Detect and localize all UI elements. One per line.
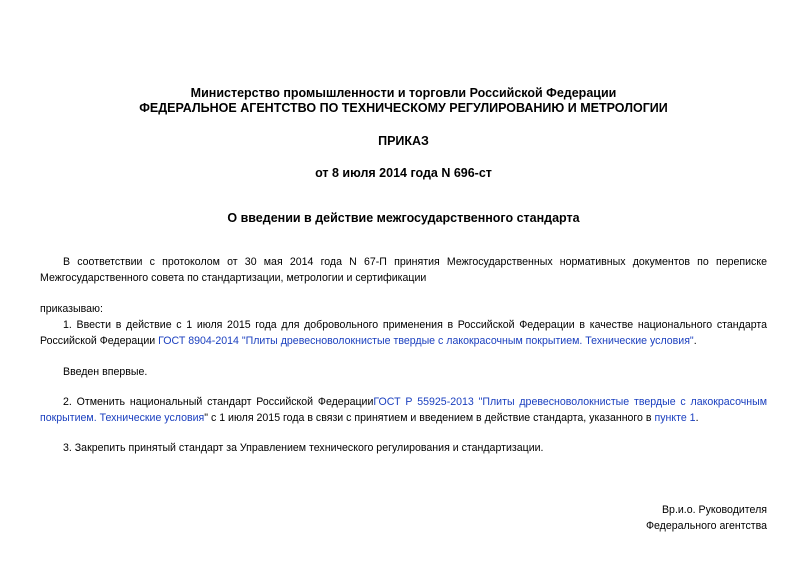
gost-8904-2014-link[interactable]: ГОСТ 8904-2014 "Плиты древесноволокнистые твердые с лакокрасочным покрытием. Технические условия" <box>158 334 694 347</box>
item-1-paragraph <box>40 318 767 349</box>
point-1-link[interactable]: пункте 1 <box>654 411 696 424</box>
item-1-end: . <box>693 334 697 347</box>
signature-position: Вр.и.о. Руководителя <box>661 504 767 516</box>
doc-type: ПРИКАЗ <box>378 134 429 148</box>
item-2-paragraph <box>40 395 767 426</box>
item-1-text: 1. Ввести в действие с 1 июля 2015 года для добровольного применения в Российской Федерации в качестве национального стандарта Российской Федерации <box>40 319 767 347</box>
doc-subject: О введении в действие межгосударственного стандарта <box>227 211 580 225</box>
order-word: приказываю: <box>40 303 103 315</box>
ministry-title: Министерство промышленности и торговли Российской Федерации <box>190 86 617 100</box>
doc-date: от 8 июля 2014 года N 696-ст <box>315 166 492 180</box>
item-2-text: 2. Отменить национальный стандарт Российской Федерации <box>63 396 374 408</box>
gost-r-55925-2013-link[interactable]: ГОСТ Р 55925-2013 "Плиты древесноволокнистые твердые с лакокрасочным покрытием. Технические условия <box>40 396 768 424</box>
signature-org: Федерального агентства <box>645 520 767 532</box>
item-2-mid: " с 1 июля 2015 года в связи с принятием и введением в действие стандарта, указанного в <box>204 411 655 424</box>
agency-title: ФЕДЕРАЛЬНОЕ АГЕНТСТВО ПО ТЕХНИЧЕСКОМУ РЕГУЛИРОВАНИЮ И МЕТРОЛОГИИ <box>139 101 668 115</box>
item-2-end: . <box>695 411 699 424</box>
item-3-paragraph: 3. Закрепить принятый стандарт за Управлением технического регулирования и стандартизации. <box>63 442 544 454</box>
introduced-note: Введен впервые. <box>63 366 148 378</box>
preamble-paragraph: В соответствии с протоколом от 30 мая 2014 года N 67-П принятия Межгосударственных нормативных документов по переписке Межгосударственного совета по стандартизации, метрологии и сертификации <box>40 256 767 284</box>
